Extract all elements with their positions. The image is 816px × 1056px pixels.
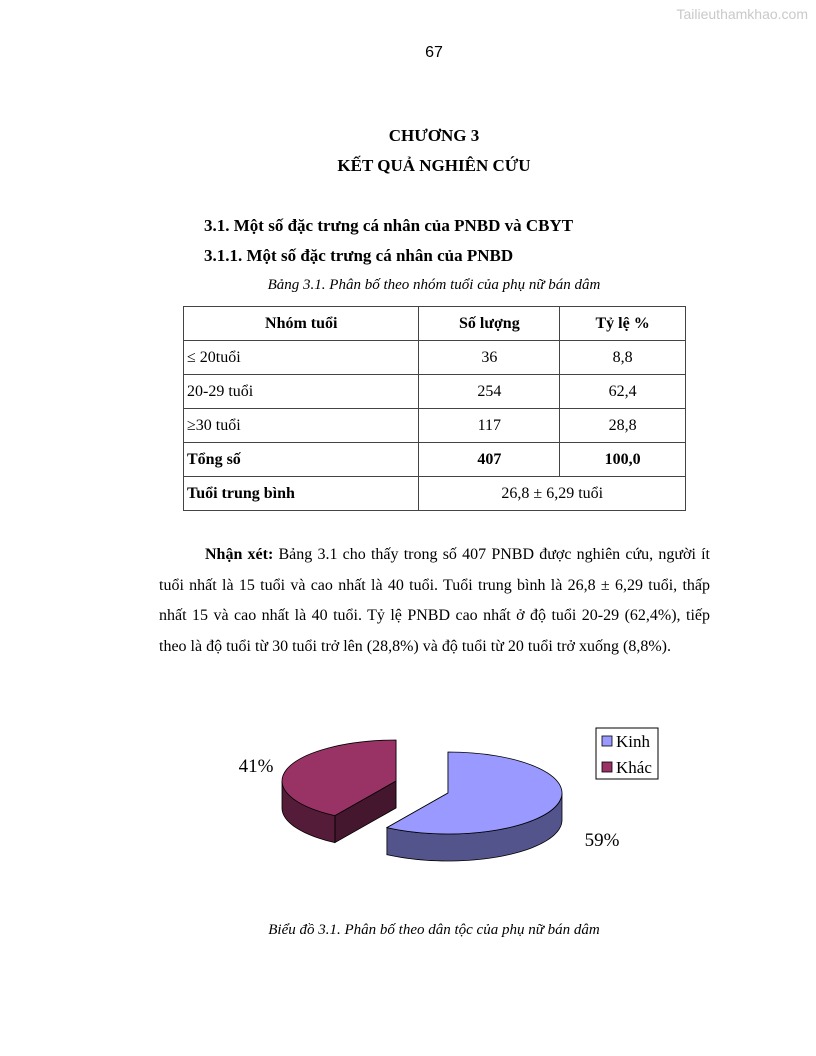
column-header: Tỷ lệ % [560, 307, 686, 341]
table-cell: Tổng số [184, 443, 419, 477]
comment-text: Bảng 3.1 cho thấy trong số 407 PNBD được nghiên cứu, người ít tuổi nhất là 15 tuổi và cao nhất là 40 tuổi. Tuổi trung bình là 26,8 ± 6,29 tuổi, thấp nhất 15 và cao nhất là 40 tuổi. Tỷ lệ PNBD cao nhất ở độ tuổi 20-29 (62,4%), tiếp theo là độ tuổi từ 30 tuổi trở lên (28,8%) và độ tuổi từ 20 tuổi trở xuống (8,8%). [159, 546, 711, 655]
table-total-row [184, 443, 686, 477]
table-row [184, 341, 686, 375]
age-group-table [183, 306, 686, 511]
table-cell: 26,8 ± 6,29 tuổi [419, 477, 686, 511]
table-cell: 117 [419, 409, 560, 443]
table-cell: 407 [419, 443, 560, 477]
watermark: Tailieuthamkhao.com [676, 6, 808, 22]
subsection-heading: 3.1.1. Một số đặc trưng cá nhân của PNBD [204, 246, 514, 265]
table-cell: 28,8 [560, 409, 686, 443]
pie-plot-area [282, 740, 562, 861]
data-label: 59% [584, 830, 620, 851]
legend-swatch [602, 736, 612, 746]
table-cell: 100,0 [560, 443, 686, 477]
chart-legend [596, 728, 658, 779]
chart-caption: Biểu đồ 3.1. Phân bố theo dân tộc của phụ nữ bán dâm [268, 922, 600, 938]
legend-label: Khác [616, 758, 652, 777]
comment-paragraph [159, 540, 710, 662]
table-cell: 254 [419, 375, 560, 409]
table-caption: Bảng 3.1. Phân bố theo nhóm tuổi của phụ nữ bán dâm [267, 277, 601, 293]
chapter-title: KẾT QUẢ NGHIÊN CỨU [337, 156, 531, 175]
table-cell: Tuổi trung bình [184, 477, 419, 511]
table-mean-row [184, 477, 686, 511]
table-row [184, 375, 686, 409]
column-header: Số lượng [419, 307, 560, 341]
page-number: 67 [425, 44, 443, 61]
table-row [184, 409, 686, 443]
legend-label: Kinh [616, 732, 650, 751]
comment-label: Nhận xét: [205, 546, 274, 563]
table-cell: ≥30 tuổi [184, 409, 419, 443]
data-label: 41% [238, 756, 274, 777]
section-heading: 3.1. Một số đặc trưng cá nhân của PNBD và CBYT [204, 216, 574, 235]
table-cell: 20-29 tuổi [184, 375, 419, 409]
chapter-number: CHƯƠNG 3 [388, 126, 480, 145]
table-header-row [184, 307, 686, 341]
table-cell: 36 [419, 341, 560, 375]
table-cell: 62,4 [560, 375, 686, 409]
legend-swatch [602, 762, 612, 772]
table-cell: 8,8 [560, 341, 686, 375]
column-header: Nhóm tuổi [184, 307, 419, 341]
ethnicity-pie-chart [220, 720, 680, 870]
table-cell: ≤ 20tuổi [184, 341, 419, 375]
